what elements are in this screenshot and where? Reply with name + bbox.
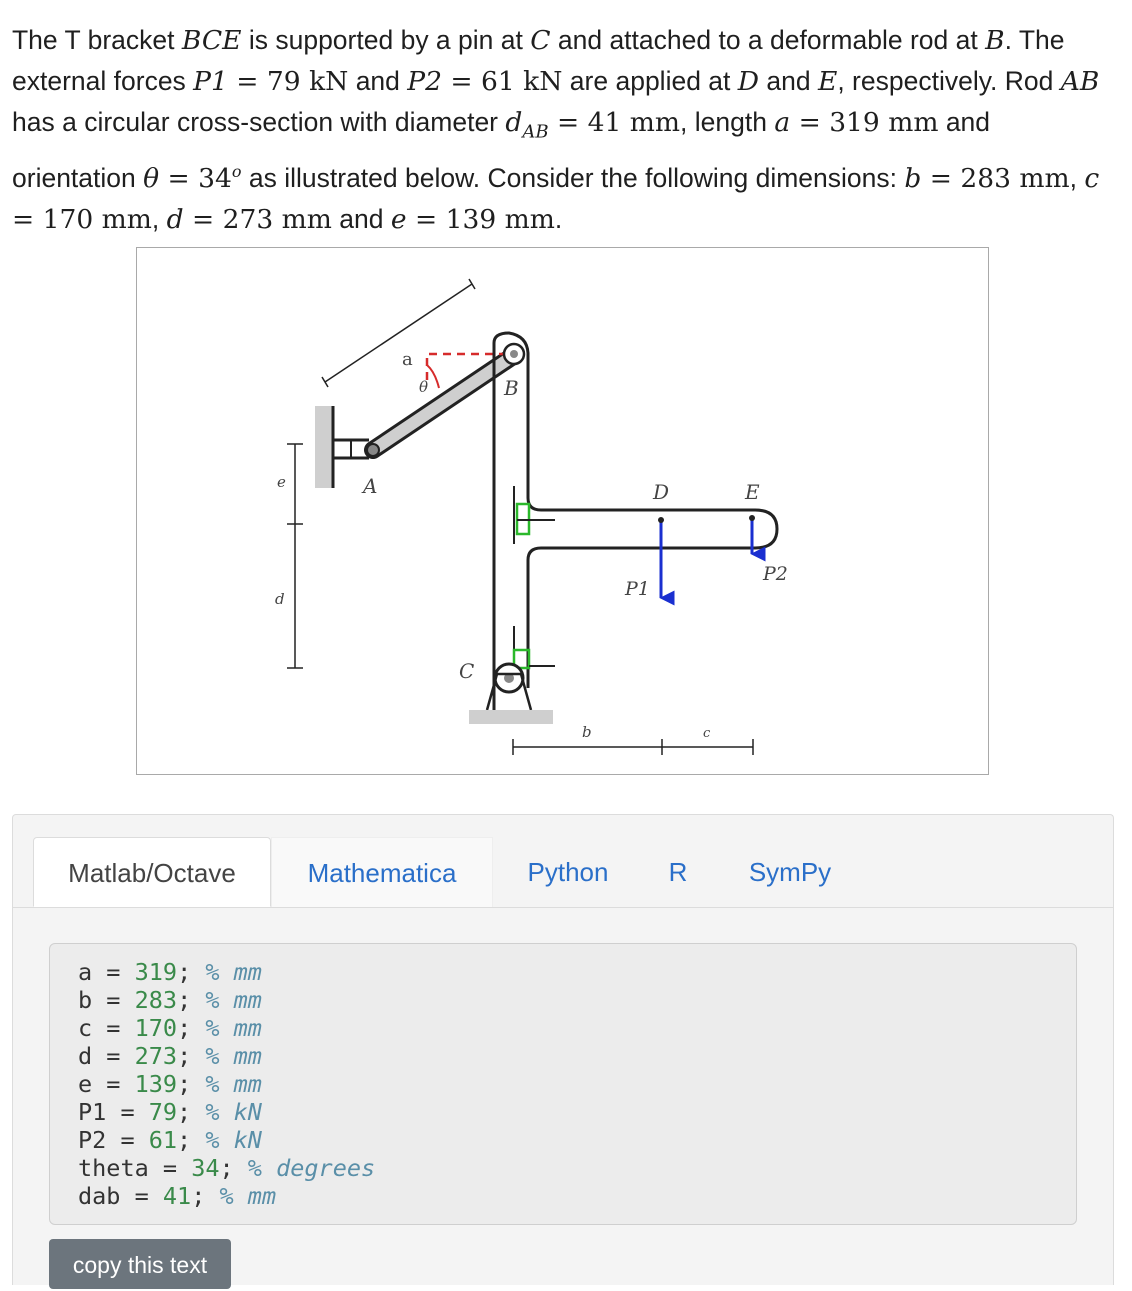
label-c-point: C (459, 659, 475, 683)
tab-mathematica[interactable]: Mathematica (271, 837, 493, 907)
code-content (78, 958, 375, 1210)
code-line: P1 = 79; % kN (78, 1098, 262, 1126)
problem-statement: The T bracket BCE is supported by a pin at C and attached to a deformable rod at B. The external forces P1 = 79 kN and P2 = 61 kN are applied at D and E, respectively. Rod AB has a circular cross-section with diameter $d_{AB} = 41$ mm, length a = 319 mm and orientation $\theta = 34^o$ as illustrated below. Consider the following dimensions: b = 283 mm, c = 170 mm, d = 273 mm and e = 139 mm. (12, 25, 1100, 236)
label-theta: θ (419, 378, 429, 396)
tab-python[interactable]: Python (527, 857, 609, 887)
dimension-e-d (287, 444, 303, 668)
code-line: dab = 41; % mm (78, 1182, 277, 1210)
mid-bracket-marker (514, 486, 555, 544)
label-b-dim: b (582, 723, 592, 741)
code-block[interactable] (49, 943, 1077, 1225)
code-line: d = 273; % mm (78, 1042, 262, 1070)
tab-r[interactable]: R (668, 857, 688, 887)
copy-text-button[interactable]: copy this text (49, 1239, 231, 1289)
wall-support (315, 406, 333, 488)
rod-ab (367, 356, 513, 456)
theta-arc (427, 365, 439, 388)
code-line: b = 283; % mm (78, 986, 262, 1014)
code-tabs-panel (12, 814, 1114, 1285)
label-p2: P2 (763, 563, 788, 585)
tab-matlab-octave[interactable]: Matlab/Octave (33, 837, 271, 907)
code-line: theta = 34; % degrees (78, 1154, 376, 1182)
code-line: P2 = 61; % kN (78, 1126, 262, 1154)
label-c-dim: c (703, 726, 711, 741)
language-tabs (13, 837, 1113, 908)
label-e-dim: e (277, 473, 286, 491)
code-line: e = 139; % mm (78, 1070, 262, 1098)
label-p1: P1 (625, 578, 650, 600)
label-e-point: E (745, 480, 760, 504)
dimension-a (322, 279, 475, 387)
code-line: a = 319; % mm (78, 958, 262, 986)
bracket-diagram (137, 248, 988, 774)
bracket-figure (136, 247, 989, 775)
tab-sympy[interactable]: SymPy (748, 857, 832, 887)
code-line: c = 170; % mm (78, 1014, 262, 1042)
label-d-dim: d (275, 590, 285, 608)
label-b-point: B (504, 376, 519, 400)
label-a-point: A (363, 474, 378, 498)
label-a: a (402, 349, 413, 370)
pin-support-c (469, 664, 553, 724)
label-d-point: D (653, 480, 670, 504)
bracket-bce (494, 333, 777, 718)
dimension-b-c (513, 739, 753, 755)
